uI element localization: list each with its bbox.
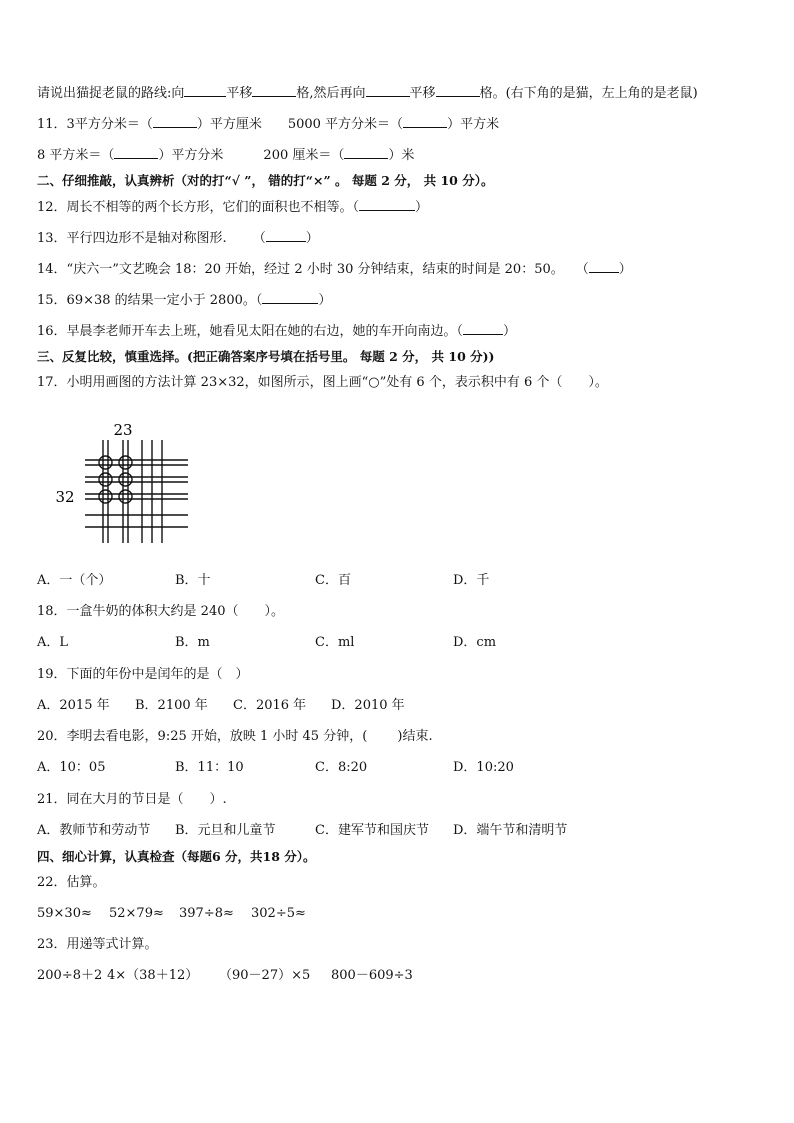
option-d[interactable]: D．千 — [453, 573, 490, 588]
answer-blank[interactable] — [366, 84, 410, 97]
question-16: 16．早晨李老师开车去上班，她看见太阳在她的右边，她的车开向南边。（ ） — [37, 324, 517, 339]
question-12: 12．周长不相等的两个长方形，它们的面积也不相等。（ ） — [37, 200, 429, 215]
question-19: 19．下面的年份中是闰年的是（ ） — [37, 667, 249, 682]
calc-item: （90－27）×5 — [219, 968, 311, 983]
option-a[interactable]: A．10：05 — [37, 760, 106, 775]
section-2-heading: 二、仔细推敲，认真辨析（对的打“√ ”， 错的打“×” 。 每题 2 分， 共 10 分）。 — [37, 173, 494, 188]
question-14: 14．“庆六一”文艺晚会 18：20 开始，经过 2 小时 30 分钟结束，结束的时间是 20：50。 （ ） — [37, 262, 632, 277]
question-20: 20．李明去看电影，9:25 开始，放映 1 小时 45 分钟，( )结束. — [37, 729, 433, 744]
answer-blank[interactable] — [436, 84, 480, 97]
option-a[interactable]: A．2015 年 — [37, 698, 110, 713]
question-22: 22．估算。 — [37, 875, 106, 890]
question-21-options — [37, 822, 567, 840]
question-11-row-2: 8 平方米＝（ ）平方分米 200 厘米＝（ ）米 — [37, 148, 415, 163]
intersection-circle — [119, 490, 132, 503]
option-c[interactable]: C．ml — [315, 635, 355, 650]
calc-item: 200÷8＋2 — [37, 968, 103, 983]
question-22-items — [37, 905, 306, 923]
question-23-items — [37, 967, 413, 985]
figure-top-label: 23 — [113, 421, 133, 439]
option-d[interactable]: D．10:20 — [453, 760, 514, 775]
question-17: 17．小明用画图的方法计算 23×32，如图所示，图上画“○”处有 6 个，表示积中有 6 个（ ）。 — [37, 375, 608, 390]
intersection-circle — [99, 473, 112, 486]
option-d[interactable]: D．cm — [453, 635, 497, 650]
answer-blank[interactable] — [463, 322, 503, 335]
option-d[interactable]: D．2010 年 — [331, 698, 405, 713]
answer-blank[interactable] — [359, 198, 415, 211]
intersection-circle — [119, 473, 132, 486]
intersection-circle — [99, 456, 112, 469]
question-23: 23．用递等式计算。 — [37, 937, 158, 952]
option-a[interactable]: A．一（个） — [37, 573, 112, 588]
answer-blank[interactable] — [403, 115, 447, 128]
answer-blank[interactable] — [252, 84, 296, 97]
option-b[interactable]: B．11：10 — [175, 760, 244, 775]
grid-multiplication-figure — [55, 418, 195, 550]
question-10-route: 请说出猫捉老鼠的路线:向 平移 格,然后再向 平移 格。(右下角的是猫，左上角的是老鼠) — [37, 86, 698, 101]
question-13: 13．平行四边形不是轴对称图形. （ ） — [37, 231, 319, 246]
question-11-row-1: 11．3平方分米＝（ ）平方厘米 5000 平方分米＝（ ）平方米 — [37, 117, 500, 132]
intersection-circle — [99, 490, 112, 503]
question-18: 18．一盒牛奶的体积大约是 240（ ）。 — [37, 604, 284, 619]
option-c[interactable]: C．百 — [315, 573, 351, 588]
intersection-circle — [119, 456, 132, 469]
option-c[interactable]: C．8:20 — [315, 760, 368, 775]
estimate-item: 397÷8≈ — [179, 906, 234, 921]
question-18-options — [37, 634, 496, 652]
answer-blank[interactable] — [344, 146, 388, 159]
calc-item: 4×（38＋12） — [107, 968, 199, 983]
option-b[interactable]: B．元旦和儿童节 — [175, 823, 276, 838]
answer-blank[interactable] — [589, 260, 619, 273]
answer-blank[interactable] — [266, 229, 306, 242]
option-a[interactable]: A．教师节和劳动节 — [37, 823, 151, 838]
section-4-heading: 四、细心计算，认真检查（每题6 分，共18 分）。 — [37, 849, 316, 864]
question-15: 15．69×38 的结果一定小于 2800。（ ） — [37, 293, 332, 308]
option-b[interactable]: B．2100 年 — [135, 698, 208, 713]
question-17-options — [37, 572, 489, 590]
option-b[interactable]: B．十 — [175, 573, 211, 588]
calc-item: 800－609÷3 — [331, 968, 413, 983]
question-21: 21．同在大月的节日是（ ）. — [37, 792, 227, 807]
answer-blank[interactable] — [262, 291, 318, 304]
option-b[interactable]: B．m — [175, 635, 210, 650]
option-a[interactable]: A．L — [37, 635, 69, 650]
question-19-options — [37, 697, 405, 715]
answer-blank[interactable] — [153, 115, 197, 128]
estimate-item: 59×30≈ — [37, 906, 92, 921]
option-c[interactable]: C．建军节和国庆节 — [315, 823, 429, 838]
estimate-item: 302÷5≈ — [251, 906, 306, 921]
answer-blank[interactable] — [114, 146, 158, 159]
section-3-heading: 三、反复比较，慎重选择。(把正确答案序号填在括号里。 每题 2 分， 共 10 分)) — [37, 349, 495, 364]
option-c[interactable]: C．2016 年 — [233, 698, 307, 713]
figure-left-label: 32 — [55, 488, 75, 506]
question-20-options — [37, 759, 514, 777]
estimate-item: 52×79≈ — [109, 906, 164, 921]
option-d[interactable]: D．端午节和清明节 — [453, 823, 568, 838]
answer-blank[interactable] — [184, 84, 226, 97]
